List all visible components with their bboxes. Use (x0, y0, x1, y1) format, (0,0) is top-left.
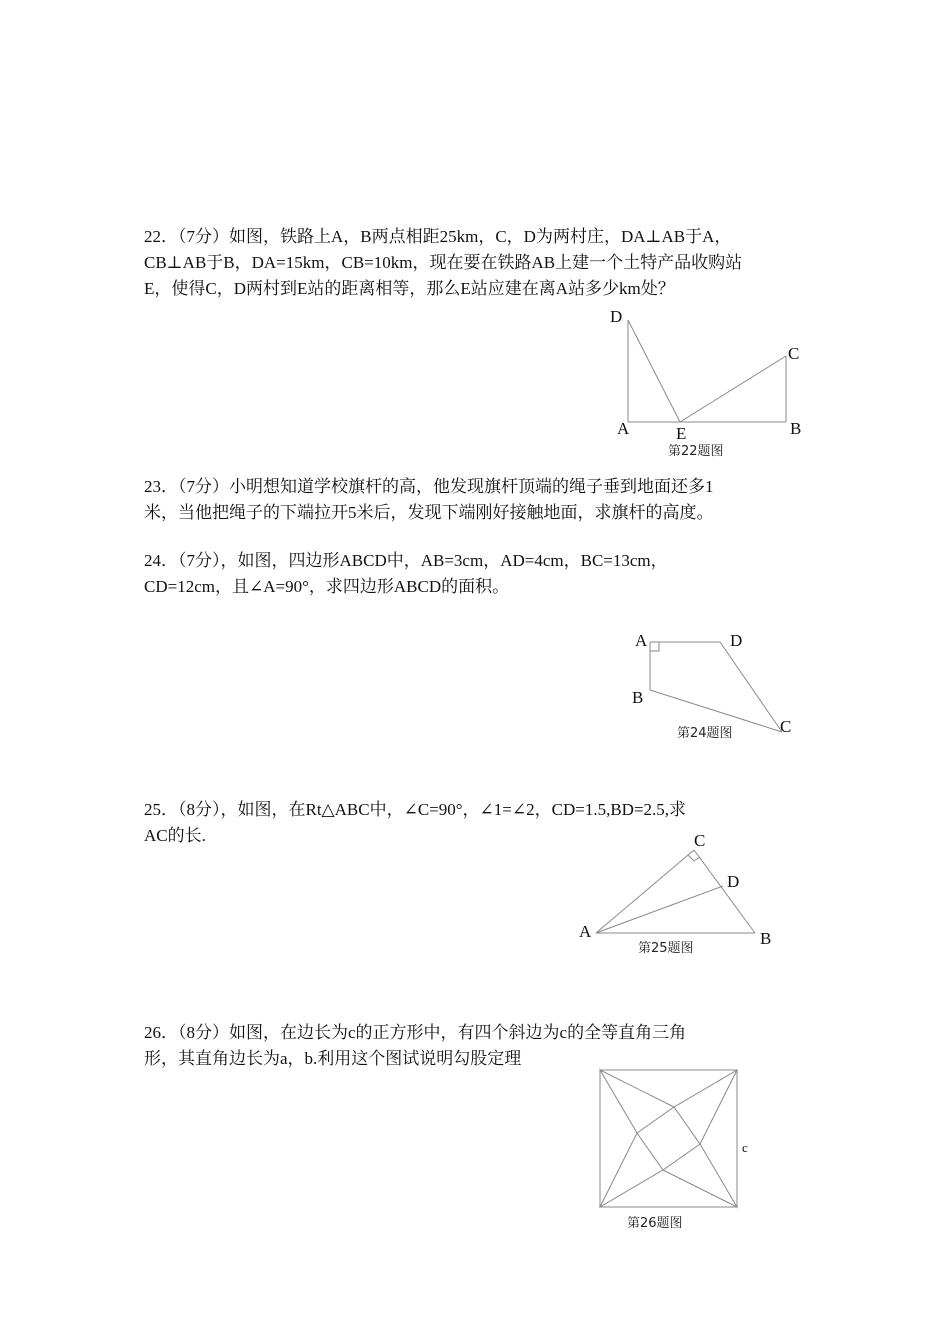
label-B: B (760, 929, 772, 948)
label-C: C (694, 831, 706, 850)
outer-square (600, 1070, 737, 1207)
label-c: c (742, 1140, 748, 1155)
q23-line-1: 23．（7分）小明想知道学校旗杆的高，他发现旗杆顶端的绳子垂到地面还多1 (144, 477, 714, 496)
segment-AC (596, 850, 694, 933)
segment-DE (628, 320, 680, 422)
q23-line-2: 米，当他把绳子的下端拉开5米后，发现下端刚好接触地面，求旗杆的高度。 (144, 503, 714, 522)
label-D: D (727, 872, 740, 891)
segment-EC (680, 356, 786, 422)
label-D: D (730, 631, 743, 650)
question-24 (144, 548, 804, 600)
label-B: B (632, 688, 644, 707)
label-C: C (788, 344, 800, 363)
caption-25: 第25题图 (638, 941, 694, 956)
figure-24 (620, 620, 820, 755)
right-angle-mark-A (650, 642, 659, 651)
label-D: D (610, 307, 623, 326)
q24-line-1: 24．（7分），如图，四边形ABCD中，AB=3cm，AD=4cm，BC=13cm， (144, 551, 668, 570)
q25-line-1: 25．（8分），如图，在Rt△ABC中，∠C=90°，∠1=∠2，CD=1.5,BD=2.5,求 (144, 800, 687, 819)
inner-square (637, 1107, 700, 1170)
caption-22: 第22题图 (668, 444, 724, 459)
segment-CB (694, 850, 755, 933)
figure-26 (590, 1060, 780, 1245)
label-A: A (635, 631, 648, 650)
figure-22 (600, 300, 820, 475)
label-C: C (780, 717, 792, 736)
right-triangle-3 (600, 1170, 737, 1207)
right-triangle-2 (700, 1070, 737, 1207)
right-triangle-4 (600, 1070, 637, 1207)
label-A: A (617, 419, 630, 438)
q22-line-1: 22．（7分）如图，铁路上A，B两点相距25km，C，D为两村庄，DA⊥AB于A， (144, 227, 732, 246)
question-22 (144, 224, 804, 302)
segment-AD (596, 886, 723, 933)
caption-24: 第24题图 (677, 726, 733, 741)
q25-line-2: AC的长. (144, 826, 206, 845)
q22-line-3: E，使得C，D两村到E站的距离相等，那么E站应建在离A站多少km处？ (144, 279, 675, 298)
q26-line-2: 形，其直角边长为a，b.利用这个图试说明勾股定理 (144, 1049, 522, 1068)
label-B: B (790, 419, 802, 438)
question-23 (144, 474, 804, 526)
q26-line-1: 26．（8分）如图，在边长为c的正方形中，有四个斜边为c的全等直角三角 (144, 1023, 687, 1042)
q22-line-2: CB⊥AB于B，DA=15km，CB=10km，现在要在铁路AB上建一个土特产品收购站 (144, 253, 743, 272)
segment-DC (720, 642, 782, 732)
figure-25 (570, 820, 800, 970)
right-triangle-1 (600, 1070, 737, 1107)
label-A: A (579, 922, 592, 941)
label-E: E (676, 424, 687, 443)
caption-26: 第26题图 (627, 1216, 683, 1231)
q24-line-2: CD=12cm，且∠A=90°，求四边形ABCD的面积。 (144, 577, 510, 596)
